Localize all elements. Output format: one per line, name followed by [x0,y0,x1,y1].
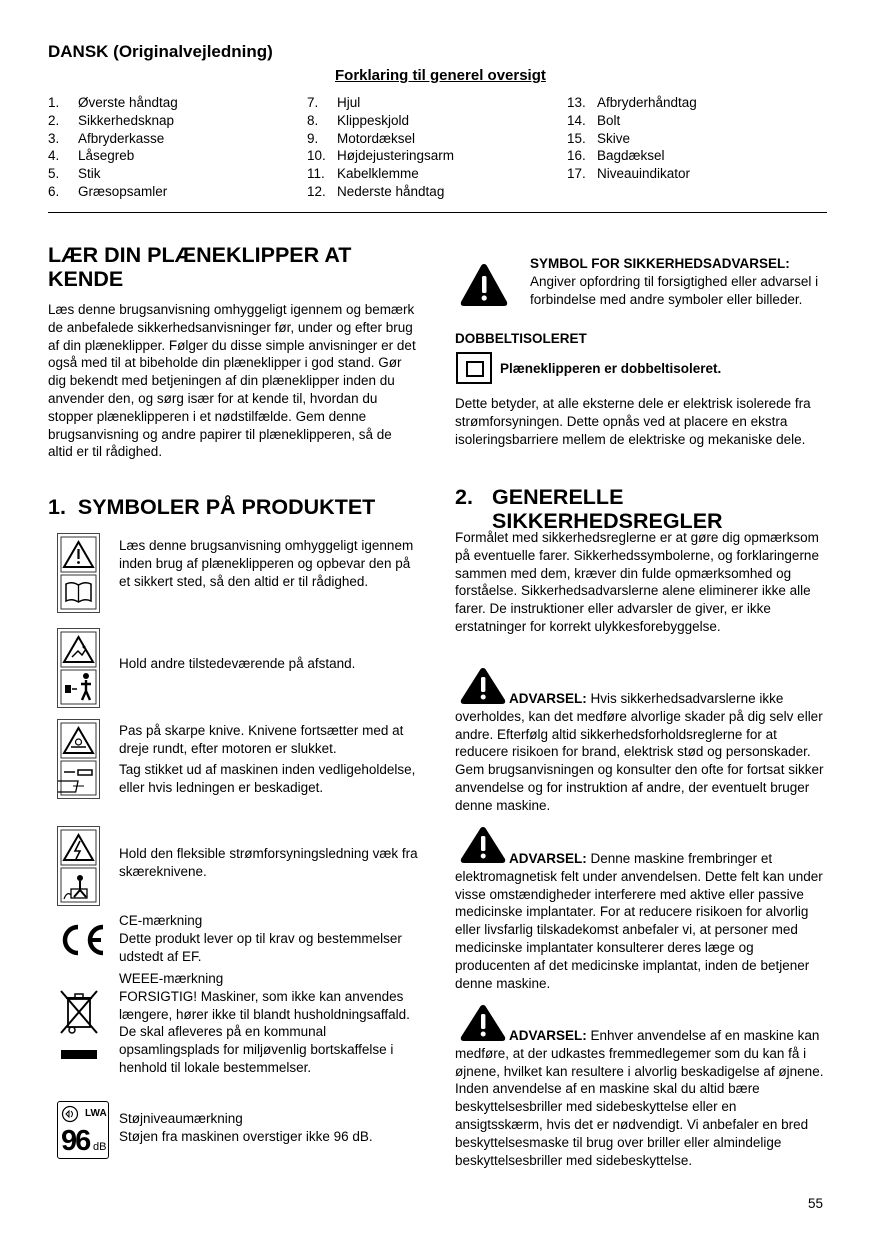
intro-heading: LÆR DIN PLÆNEKLIPPER AT KENDE [48,243,352,291]
list-item: 11. Kabelklemme [307,166,419,182]
noise-value: 96 [61,1125,90,1157]
symbol-unplug-text: Tag stikket ud af maskinen inden vedligeholdelse, eller hvis ledningen er beskadiget. [119,762,416,795]
parts-list-col-1 [48,94,178,201]
list-item: 6. Græsopsamler [48,183,168,199]
warning-2: ADVARSEL: Denne maskine frembringer et elektromagnetisk felt under anvendelsen. Dette felt kan under visse omstændigheder interferere med aktive eller passive medicinske implantater. For at reducere risikoen for alvorlig eller livsfarlig tilskadekomst anbefaler vi, at personer med medicinske implantater konsulterer deres læge og producenten af det medicinske implantat, inden de betjener denne maskine. [455,851,823,991]
noise-marking-title: Støjniveaumærkning [119,1111,243,1126]
list-item: 3. Afbryderkasse [48,130,165,146]
divider [48,212,827,213]
symbol-read-manual-text: Læs denne brugsanvisning omhyggeligt igennem inden brug af plæneklipperen og opbevar den på et sikkert sted, så den altid er til rådighed. [119,538,414,589]
list-item: 14. Bolt [567,112,621,128]
list-item: 17. Niveauindikator [567,166,691,182]
sharp-blades-icon [57,719,100,799]
list-item: 2. Sikkerhedsknap [48,112,175,128]
list-item: 4. Låsegreb [48,148,135,164]
double-insulated-label: Plæneklipperen er dobbeltisoleret. [500,361,722,376]
list-item: 1. Øverste håndtag [48,95,178,110]
overview-title: Forklaring til generel oversigt [335,67,546,84]
list-item: 13. Afbryderhåndtag [567,95,697,110]
list-item: 8. Klippeskjold [307,112,410,128]
weee-marking-block [119,970,419,1077]
safety-alert-title: SYMBOL FOR SIKKERHEDSADVARSEL: [530,256,790,271]
list-item: 7. Hjul [307,95,361,110]
symbol-bystanders-text: Hold andre tilstedeværende på afstand. [119,656,356,671]
noise-unit: dB [93,1141,107,1153]
weee-crossed-bin-icon [57,987,101,1061]
double-insulated-title: DOBBELTISOLERET [455,331,587,346]
ce-marking-block [119,912,419,965]
section2-intro-text: Formålet med sikkerhedsreglerne er at gøre dig opmærksom på eventuelle farer. Sikkerhedssymbolerne, og forklaringerne sammen med dem, kræver din fulde opmærksomhed og forståelse. Sikkerhedsadvarslerne alene eliminerer ikke alle farer. De instruktioner eller advarsler de giver, er ikke erstatninger for korrekt ulykkesforebyggelse. [455,530,819,634]
keep-bystanders-away-icon [57,628,100,708]
safety-alert-icon [459,262,509,308]
section2-heading: GENERELLE SIKKERHEDSREGLER [492,485,723,533]
list-item: 15. Skive [567,130,631,146]
page-number: 55 [808,1196,824,1211]
symbol-sharp-blades-text: Pas på skarpe knive. Knivene fortsætter med at dreje rundt, efter motoren er slukket. [119,723,404,756]
ce-marking-text: Dette produkt lever op til krav og bestemmelser udstedt af EF. [119,930,402,964]
read-manual-icon [57,533,100,613]
noise-marking-block [119,1110,419,1146]
list-item: 5. Stik [48,166,101,182]
section1-heading: 1. SYMBOLER PÅ PRODUKTET [48,495,376,519]
list-item: 16. Bagdæksel [567,148,665,164]
list-item: 12. Nederste håndtag [307,183,445,199]
language-title: DANSK (Originalvejledning) [48,42,273,61]
ce-mark-icon [55,923,107,957]
safety-alert-block [530,255,820,308]
double-insulated-icon [456,352,492,384]
parts-list-col-3 [567,94,697,183]
noise-marking-text: Støjen fra maskinen overstiger ikke 96 dB. [119,1128,373,1144]
cable-away-icon [57,826,100,906]
symbol-cable-text: Hold den fleksible strømforsyningsledning væk fra skæreknivene. [119,846,418,879]
parts-list-col-2 [307,94,454,201]
weee-marking-text: FORSIGTIG! Maskiner, som ikke kan anvendes længere, hører ikke til blandt husholdningsaffald. De skal afleveres på en kommunal opsamlingsplads for miljøvenlig bortskaffelse i henhold til lokale bestemmelser. [119,988,410,1075]
warning-3: ADVARSEL: Enhver anvendelse af en maskine kan medføre, at der udkastes fremmedlegemer som du kan få i øjnene, hvilket kan resultere i alvorlig beskadigelse af øjnene. Inden anvendelse af en maskine skal du altid bære beskyttelsesbriller med sidebeskyttelse eller en ansigtsskærm, hvis det er nødvendigt. Vi anbefaler en bred beskyttelsesmaske til brug over briller eller almindelige beskyttelsesbriller med sidebeskyttelse. [455,1028,824,1168]
safety-alert-text: Angiver opfordring til forsigtighed eller advarsel i forbindelse med andre symboler eller billeder. [530,273,819,307]
weee-marking-title: WEEE-mærkning [119,971,224,986]
section2-number: 2. [455,485,473,509]
double-insulated-text: Dette betyder, at alle eksterne dele er elektrisk isolerede fra strømforsyningen. Dette opnås ved at placere en ekstra isoleringsbarriere mellem de elektriske og mekaniske dele. [455,396,811,447]
list-item: 9. Motordæksel [307,130,416,146]
noise-level-icon [57,1101,109,1159]
ce-marking-title: CE-mærkning [119,913,203,928]
list-item: 10. Højdejusteringsarm [307,148,455,164]
noise-level-emblem-icon [61,1105,79,1123]
intro-text: Læs denne brugsanvisning omhyggeligt igennem og bemærk de anbefalede sikkerhedsanvisninger før, under og efter brug af din plæneklipper. Følger du disse simple anvisninger er det også med til at bibeholde din plæneklipper i god stand. Gør dig bekendt med betjeningen af din plæneklipper inden du anvender den, og sørg især for at kende til, hvordan du stopper plæneklipperen i et nødstilfælde. Gem denne brugsanvisning og andre papirer til plæneklipperen, så de altid er til rådighed. [48,302,416,460]
warning-1: ADVARSEL: Hvis sikkerhedsadvarslerne ikke overholdes, kan det medføre alvorlige skader på dig selv eller andre. Efterfølg altid sikkerhedsforholdsreglerne for at reducere risikoen for brand, elektrisk stød og personskader. Gem brugsanvisningen og konsulter den ofte for fortsat sikker anvendelse og for instruktion af andre, der eventuelt bruger denne maskine. [455,691,824,813]
noise-label: LWA [85,1108,107,1119]
